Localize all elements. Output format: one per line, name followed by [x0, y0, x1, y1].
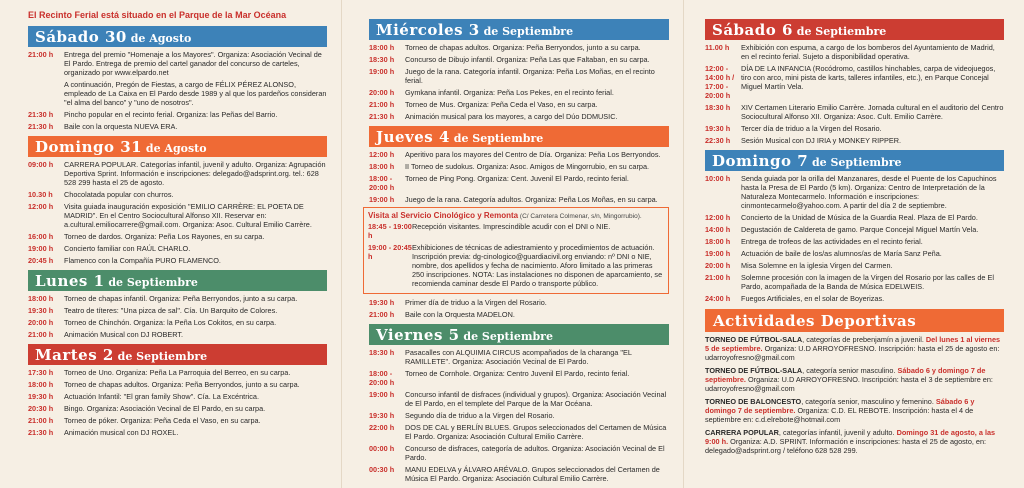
event-text: A continuación, Pregón de Fiestas, a cargo de FÉLIX PÉREZ ALONSO, empleado de La Caixa en El Pardo desde 1989 y al que los pardeños consideran "el alma del banco" y "uno de nosotros".	[64, 80, 327, 107]
event-text: Senda guiada por la orilla del Manzanares, desde el Puente de los Capuchinos hasta la Presa de El Pardo (5 km). Organiza: Centro de Interpretación de la Naturaleza Montecarmelo. Información e inscripciones: cinmontecarmelo@yahoo.com. A partir del día 2 de septiembre.	[741, 174, 997, 210]
day-header	[705, 19, 1004, 40]
event-time: 19:00 h	[369, 195, 395, 204]
event-text: Torneo de Ping Pong. Organiza: Cent. Juvenil El Pardo, recinto ferial.	[405, 174, 629, 183]
event-row	[369, 390, 669, 408]
event-row	[369, 174, 669, 192]
event-row	[28, 318, 327, 327]
event-text: DOS DE CAL y BERLÍN BLUES. Grupos seleccionados del Certamen de Música El Pardo. Organiza: Asociación Cultural Emilio Carrère.	[405, 423, 667, 441]
event-time: 18:00 h	[28, 380, 54, 389]
event-time: 19:00 h	[28, 244, 54, 253]
event-time: 21:30 h	[28, 122, 54, 131]
event-row	[28, 368, 327, 377]
event-text: Fuegos Artificiales, en el solar de Boyerizas.	[741, 294, 885, 303]
day-name: Jueves 4	[376, 128, 450, 146]
event-row	[369, 411, 669, 420]
event-time: 21:00 h	[369, 310, 395, 319]
column-1	[0, 0, 341, 488]
event-row	[368, 222, 663, 240]
event-text: Animación musical para los mayores, a cargo del Dúo DDMUSIC.	[405, 112, 618, 121]
highlight-box-name: Visita al Servicio Cinológico y Remonta	[368, 211, 519, 220]
highlight-box-address: (C/ Carretera Colmenar, s/n, Mingorrubio).	[518, 213, 642, 220]
event-time: 19:30 h	[369, 298, 395, 307]
event-time: 22:00 h	[369, 423, 395, 432]
event-row	[369, 195, 669, 204]
event-text: Recepción visitantes. Imprescindible acudir con el DNI o NIE.	[412, 222, 611, 231]
event-time: 20:00 h	[369, 88, 395, 97]
event-row	[369, 43, 669, 52]
intro-note: El Recinto Ferial está situado en el Parque de la Mar Océana	[28, 10, 287, 20]
event-text: Teatro de títeres: "Una pizca de sal". Cía. Un Barquito de Colores.	[64, 306, 278, 315]
event-row	[369, 310, 669, 319]
event-row	[705, 294, 1004, 303]
day-month: de Septiembre	[479, 25, 574, 38]
sports-item-details: Organiza: U.D ARROYOFRESNO. Inscripción: hasta el 3 de septiembre en: udarroyofresno@gmail.com	[705, 375, 993, 393]
event-time: 21:00 h	[369, 100, 395, 109]
event-row	[369, 100, 669, 109]
event-time: 22:30 h	[705, 136, 731, 145]
event-text: Torneo de dardos. Organiza: Peña Los Rayones, en su carpa.	[64, 232, 265, 241]
event-row	[28, 392, 327, 401]
event-time: 18:30 h	[705, 103, 731, 112]
day-name: Martes 2	[35, 346, 114, 364]
event-row	[369, 298, 669, 307]
event-row	[705, 64, 1004, 100]
event-row	[28, 306, 327, 315]
day-name: Domingo 7	[712, 152, 809, 170]
day-header	[705, 150, 1004, 171]
column-2	[341, 0, 683, 488]
sports-item-details: Organiza: A.D. SPRINT. Información e inscripciones: hasta el 25 de agosto, en: delegado@adsprint.org / teléfono 628 528 299.	[705, 437, 987, 455]
event-text: Entrega del premio "Homenaje a los Mayores". Organiza: Asociación Vecinal de El Pardo. Entrega de premio del cartel ganador del concurso de carteles, organizado por www.elpardo.net	[64, 50, 322, 77]
event-time: 19:00 - 20:45 h	[368, 243, 412, 261]
event-row	[369, 162, 669, 171]
event-time: 09:00 h	[28, 160, 54, 169]
event-time: 18:00 h	[369, 43, 395, 52]
event-time: 19:00 h	[369, 67, 395, 76]
event-time: 18:00 - 20:00 h	[369, 174, 395, 192]
event-time: 19:30 h	[705, 124, 731, 133]
event-row	[705, 273, 1004, 291]
event-row	[28, 404, 327, 413]
event-row	[28, 428, 327, 437]
event-row	[28, 256, 327, 265]
event-time: 18:45 - 19:00 h	[368, 222, 412, 240]
event-text: Torneo de Mus. Organiza: Peña Ceda el Vaso, en su carpa.	[405, 100, 598, 109]
event-text: Concierto de la Unidad de Música de la Guardia Real. Plaza de El Pardo.	[741, 213, 978, 222]
event-row	[705, 43, 1004, 61]
event-row	[705, 213, 1004, 222]
event-row	[28, 202, 327, 229]
event-time: 20:45 h	[28, 256, 54, 265]
event-text: MANU EDELVA y ÁLVARO ARÉVALO. Grupos seleccionados del Certamen de Música El Pardo. Organiza: Asociación Cultural Emilio Carrère.	[405, 465, 660, 483]
event-text: Pasacalles con ALQUIMIA CIRCUS acompañados de la charanga "EL RAMILLETE". Organiza: Asociación Vecinal de El Pardo.	[405, 348, 632, 366]
event-row	[369, 348, 669, 366]
event-row	[369, 55, 669, 64]
event-row	[369, 88, 669, 97]
event-row	[705, 261, 1004, 270]
event-row	[705, 136, 1004, 145]
event-row	[705, 225, 1004, 234]
day-name: Lunes 1	[35, 272, 105, 290]
event-time: 20:00 h	[28, 318, 54, 327]
event-time: 21:00 h	[705, 273, 731, 282]
sports-item-text: , categoría senior masculino.	[802, 366, 898, 375]
day-name: Sábado 6	[712, 21, 793, 39]
day-month: de Septiembre	[459, 330, 553, 343]
event-row	[369, 369, 669, 387]
event-text: CARRERA POPULAR. Categorías infantil, juvenil y adulto. Organiza: Agrupación Deportiva Sprint. Información e inscripciones: delegado@adsprint.org. tel.: 628 528 299 hasta el 25 de agosto.	[64, 160, 326, 187]
day-month: de Septiembre	[113, 350, 208, 363]
day-header	[369, 19, 669, 40]
event-text: Misa Solemne en la iglesia Virgen del Carmen.	[741, 261, 893, 270]
event-time: 12:00 h	[705, 213, 731, 222]
day-month: de Septiembre	[808, 156, 902, 169]
event-row	[369, 423, 669, 441]
event-text: Actuación Infantil: "El gran family Show". Cía. La Excéntrica.	[64, 392, 259, 401]
event-row	[28, 110, 327, 119]
event-row	[28, 80, 327, 107]
event-text: Visita guiada inauguración exposición "EMILIO CARRÈRE: EL POETA DE MADRID". En el Centro Sociocultural Alfonso XII. Reservar en: a.cultural.emiliocarrere@gmail.com. Organiza: Asoc. Cultural Emilio Carrère.	[64, 202, 312, 229]
day-header	[28, 344, 327, 365]
event-row	[369, 465, 669, 483]
sports-item	[705, 428, 1004, 455]
event-text: Solemne procesión con la imagen de la Virgen del Rosario por las calles de El Pardo, acompañada de la Banda de Música EDELWEIS.	[741, 273, 994, 291]
event-time: 10:00 h	[705, 174, 731, 183]
event-time: 19:30 h	[28, 306, 54, 315]
event-time: 12:00 h	[369, 150, 395, 159]
day-month: de Agosto	[142, 142, 207, 155]
sports-item-title: TORNEO DE FÚTBOL-SALA	[705, 335, 803, 344]
event-time: 18:00 h	[705, 237, 731, 246]
event-row	[28, 160, 327, 187]
event-row	[369, 112, 669, 121]
event-text: Tercer día de triduo a la Virgen del Rosario.	[741, 124, 882, 133]
sports-item-date: Domingo 31 de agosto, a las 9:00 h.	[705, 428, 996, 446]
sports-item-title: TORNEO DE BALONCESTO	[705, 397, 802, 406]
event-time: 21:30 h	[369, 112, 395, 121]
event-row	[369, 67, 669, 85]
event-text: Torneo de Chinchón. Organiza: la Peña Los Cokitos, en su carpa.	[64, 318, 277, 327]
event-time: 17:30 h	[28, 368, 54, 377]
event-text: Primer día de triduo a la Virgen del Rosario.	[405, 298, 547, 307]
day-name: Domingo 31	[35, 138, 143, 156]
day-header	[369, 324, 669, 345]
event-row	[28, 190, 327, 199]
highlight-box-title	[368, 211, 663, 220]
day-header	[369, 126, 669, 147]
sports-item-text: , categoría senior, masculino y femenino.	[801, 397, 936, 406]
sports-item-details: Organiza: U.D ARROYOFRESNO. Inscripción: hasta el 25 de agosto en: udarroyofresno@gmail.com	[705, 344, 1000, 362]
column-3	[683, 0, 1024, 488]
event-text: Baile con la orquesta NUEVA ERA.	[64, 122, 178, 131]
day-month: de Septiembre	[449, 132, 544, 145]
event-time: 19:30 h	[28, 392, 54, 401]
sports-item-details: Organiza: C.D. EL REBOTE. Inscripción: hasta el 4 de septiembre en: c.d.elrebote@hotmail.com	[705, 406, 974, 424]
day-header	[28, 270, 327, 291]
event-text: Segundo día de triduo a la Virgen del Rosario.	[405, 411, 555, 420]
event-row	[369, 150, 669, 159]
event-time: 21:30 h	[28, 428, 54, 437]
event-text: Baile con la Orquesta MADELON.	[405, 310, 515, 319]
event-text: Gymkana infantil. Organiza: Peña Los Pekes, en el recinto ferial.	[405, 88, 614, 97]
event-text: Sesión Musical con DJ IRIA y MONKEY RIPPER.	[741, 136, 902, 145]
sports-item-date: Sábado 6 y domingo 7 de septiembre.	[705, 366, 986, 384]
event-time: 00:30 h	[369, 465, 395, 474]
event-text: XIV Certamen Literario Emilio Carrère. Jornada cultural en el auditorio del Centro Sociocultural Alfonso XII. Organiza: Asoc. Cult. Emilio Carrère.	[741, 103, 1004, 121]
sports-item-title: TORNEO DE FÚTBOL-SALA	[705, 366, 803, 375]
event-row	[705, 174, 1004, 210]
event-text: Concurso de disfraces, categoría de adultos. Organiza: Asociación Vecinal de El Pardo.	[405, 444, 665, 462]
event-time: 14:00 h	[705, 225, 731, 234]
event-row	[705, 237, 1004, 246]
event-row	[705, 124, 1004, 133]
event-row	[28, 416, 327, 425]
event-text: Flamenco con la Compañía PURO FLAMENCO.	[64, 256, 221, 265]
event-row	[368, 243, 663, 288]
event-text: Bingo. Organiza: Asociación Vecinal de El Pardo, en su carpa.	[64, 404, 266, 413]
event-row	[28, 244, 327, 253]
event-text: Torneo de Uno. Organiza: Peña La Parroquia del Berreo, en su carpa.	[64, 368, 291, 377]
event-row	[705, 249, 1004, 258]
event-text: Torneo de chapas infantil. Organiza: Peña Berryondos, junto a su carpa.	[64, 294, 298, 303]
sports-item	[705, 335, 1004, 362]
event-time: 21:00 h	[28, 50, 54, 59]
event-text: Juego de la rana. Categoría infantil. Organiza: Peña Los Moñas, en el recinto ferial.	[405, 67, 655, 85]
event-time: 18:30 h	[369, 55, 395, 64]
event-text: Actuación de baile de los/as alumnos/as de María Sanz Peña.	[741, 249, 942, 258]
event-text: Torneo de póker. Organiza: Peña Ceda el Vaso, en su carpa.	[64, 416, 261, 425]
event-text: Torneo de Cornhole. Organiza: Centro Juvenil El Pardo, recinto ferial.	[405, 369, 630, 378]
event-time: 00:00 h	[369, 444, 395, 453]
event-time: 12:00 - 14:00 h / 17:00 - 20:00 h	[705, 64, 735, 100]
event-text: Entrega de trofeos de las actividades en el recinto ferial.	[741, 237, 923, 246]
sports-item-text: , categorías de prebenjamín a juvenil.	[802, 335, 926, 344]
sports-item-text: , categorías infantil, juvenil y adulto.	[778, 428, 897, 437]
event-time: 19:00 h	[369, 390, 395, 399]
event-text: Pincho popular en el recinto ferial. Organiza: las Peñas del Barrio.	[64, 110, 278, 119]
event-time: 18:30 h	[369, 348, 395, 357]
event-text: Torneo de chapas adultos. Organiza: Peña Berryondos, junto a su carpa.	[405, 43, 641, 52]
day-name: Viernes 5	[376, 326, 460, 344]
sports-header: Actividades Deportivas	[705, 309, 1004, 332]
event-time: 18:00 - 20:00 h	[369, 369, 395, 387]
event-text: Animación Musical con DJ ROBERT.	[64, 330, 184, 339]
event-time: 12:00 h	[28, 202, 54, 211]
event-text: Exhibición con espuma, a cargo de los bomberos del Ayuntamiento de Madrid, en el recinto ferial. Sujeto a disponibilidad operativa.	[741, 43, 995, 61]
event-time: 18:00 h	[28, 294, 54, 303]
event-text: Exhibiciones de técnicas de adiestramiento y procedimientos de actuación. Inscripción previa: dg-cinologico@guardiacivil.org enviando: nº DNI o NIE, nombre, dos apellidos y fecha de nacimiento. Aforo limitado a las primeras 250 inscripciones. NOTA: Las instalaciones no disponen de aparcamiento, se recomienda caminar desde El Pardo o transporte público.	[412, 243, 663, 288]
event-row	[705, 103, 1004, 121]
sports-item	[705, 397, 1004, 424]
event-text: DÍA DE LA INFANCIA (Rocódromo, castillos hinchables, carpa de videojuegos, tiro con arco, mini pista de karts, talleres infantiles, etc.), en Parque Concejal Miguel Martín Vela.	[741, 64, 996, 91]
event-row	[28, 122, 327, 131]
sports-item-date: Sábado 6 y domingo 7 de septiembre.	[705, 397, 975, 415]
event-row	[28, 50, 327, 77]
event-text: Concurso infantil de disfraces (individual y grupos). Organiza: Asociación Vecinal de El Pardo, en el templete del Parque de la Mar Océana.	[405, 390, 667, 408]
event-time: 19:30 h	[369, 411, 395, 420]
event-row	[28, 232, 327, 241]
day-name: Miércoles 3	[376, 21, 480, 39]
day-month: de Agosto	[126, 32, 192, 45]
event-text: Chocolatada popular con churros.	[64, 190, 174, 199]
event-text: Juego de la rana. Categoría adultos. Organiza: Peña Los Moñas, en su carpa.	[405, 195, 658, 204]
day-name: Sábado 30	[35, 28, 127, 46]
event-row	[28, 330, 327, 339]
day-month: de Septiembre	[792, 25, 887, 38]
event-time: 10.30 h	[28, 190, 53, 199]
day-header	[28, 136, 327, 157]
event-text: Torneo de chapas adultos. Organiza: Peña Berryondos, junto a su carpa.	[64, 380, 300, 389]
event-time: 21:30 h	[28, 110, 54, 119]
event-text: Concierto familiar con RAÚL CHARLO.	[64, 244, 191, 253]
day-month: de Septiembre	[104, 276, 198, 289]
sports-item	[705, 366, 1004, 393]
sports-item-title: CARRERA POPULAR	[705, 428, 779, 437]
event-time: 11.00 h	[705, 43, 730, 52]
event-row	[369, 444, 669, 462]
event-time	[28, 80, 64, 107]
sports-item-date: Del lunes 1 al viernes 5 de septiembre.	[705, 335, 1001, 353]
event-row	[28, 294, 327, 303]
event-time: 20:00 h	[705, 261, 731, 270]
event-time: 19:00 h	[705, 249, 731, 258]
event-row	[28, 380, 327, 389]
event-time: 20:30 h	[28, 404, 54, 413]
event-time: 16:00 h	[28, 232, 54, 241]
event-text: Aperitivo para los mayores del Centro de Día. Organiza: Peña Los Berryondos.	[405, 150, 661, 159]
event-text: Concurso de Dibujo infantil. Organiza: Peña Las que Faltaban, en su carpa.	[405, 55, 650, 64]
sports-list	[705, 335, 1004, 455]
day-header	[28, 26, 327, 47]
event-text: Animación musical con DJ ROXEL.	[64, 428, 179, 437]
event-text: II Torneo de sudokus. Organiza: Asoc. Amigos de Mingorrubio, en su carpa.	[405, 162, 650, 171]
event-text: Degustación de Caldereta de gamo. Parque Concejal Miguel Martín Vela.	[741, 225, 979, 234]
event-time: 24:00 h	[705, 294, 731, 303]
event-time: 21:00 h	[28, 416, 54, 425]
highlight-box	[363, 207, 669, 294]
event-time: 18:00 h	[369, 162, 395, 171]
event-time: 21:00 h	[28, 330, 54, 339]
